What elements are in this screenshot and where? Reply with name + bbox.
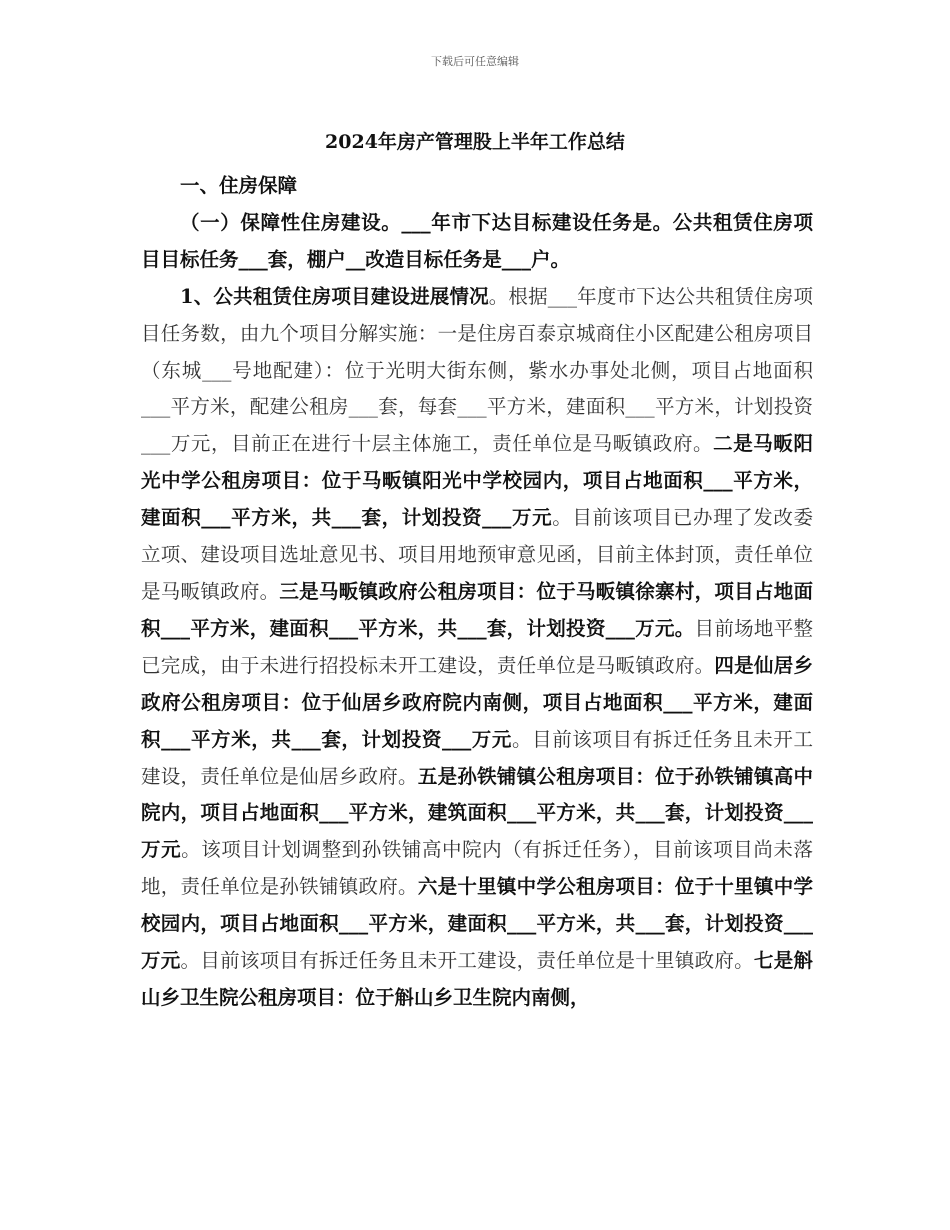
item-text: 目前场地平整已完成，由于未进行招投标未开工建设，责任单位是马畈镇政府。	[141, 616, 813, 677]
document-body	[141, 168, 813, 1017]
item-text: 。目前该项目已办理了发改委立项、建设项目选址意见书、项目用地预审意见函，目前主体封顶，责任单位是马畈镇政府。	[141, 506, 813, 603]
item-text: 。目前该项目有拆迁任务且未开工建设，责任单位是十里镇政府。	[180, 949, 754, 973]
section-heading: 一、住房保障	[180, 174, 298, 197]
item-heading: 1、公共租赁住房项目建设进展情况	[180, 284, 489, 308]
item-text: 。根据___年度市下达公共租赁住房项目任务数，由九个项目分解实施：一是住房百泰京城商住小区配建公租房项目（东城___号地配建）：位于光明大街东侧，紫水办事处北侧，项目占地面积___平方米，配建公租房___套，每套___平方米，建面积___平方米，计划投资___万元，目前正在进行十层主体施工，责任单位是马畈镇政府。	[141, 284, 813, 456]
item-bold-text: 七是斛山乡卫生院公租房项目：位于斛山乡卫生院内南侧，	[141, 949, 813, 1009]
item-bold-text: 四是仙居乡政府公租房项目：位于仙居乡政府院内南侧，项目占地面积___平方米，建面积___平方米，共___套，计划投资___万元	[141, 653, 813, 751]
item-text: 。目前该项目有拆迁任务且未开工建设，责任单位是仙居乡政府。	[141, 727, 813, 788]
header-note: 下载后可任意编辑	[431, 55, 519, 68]
item-bold-text: 五是孙铁铺镇公租房项目：位于孙铁铺镇高中院内，项目占地面积___平方米，建筑面积___平方米，共___套，计划投资___万元	[141, 764, 813, 862]
item-bold-text: 三是马畈镇政府公租房项目：位于马畈镇徐寨村，项目占地面积___平方米，建面积___平方米，共___套，计划投资___万元。	[141, 579, 813, 640]
paragraph-public-rental	[141, 279, 813, 1017]
item-bold-text: 二是马畈阳光中学公租房项目：位于马畈镇阳光中学校园内，项目占地面积___平方米，建面积___平方米，共___套，计划投资___万元	[141, 432, 813, 530]
item-bold-text: 六是十里镇中学公租房项目：位于十里镇中学校园内，项目占地面积___平方米，建面积___平方米，共___套，计划投资___万元	[141, 875, 813, 973]
subsection-heading: （一）保障性住房建设。___年市下达目标建设任务是。公共租赁住房项目目标任务___套，棚户__改造目标任务是___户。	[141, 210, 813, 271]
item-text: 。该项目计划调整到孙铁铺高中院内（有拆迁任务），目前该项目尚未落地，责任单位是孙铁铺镇政府。	[141, 838, 813, 899]
document-title: 2024年房产管理股上半年工作总结	[325, 131, 625, 153]
